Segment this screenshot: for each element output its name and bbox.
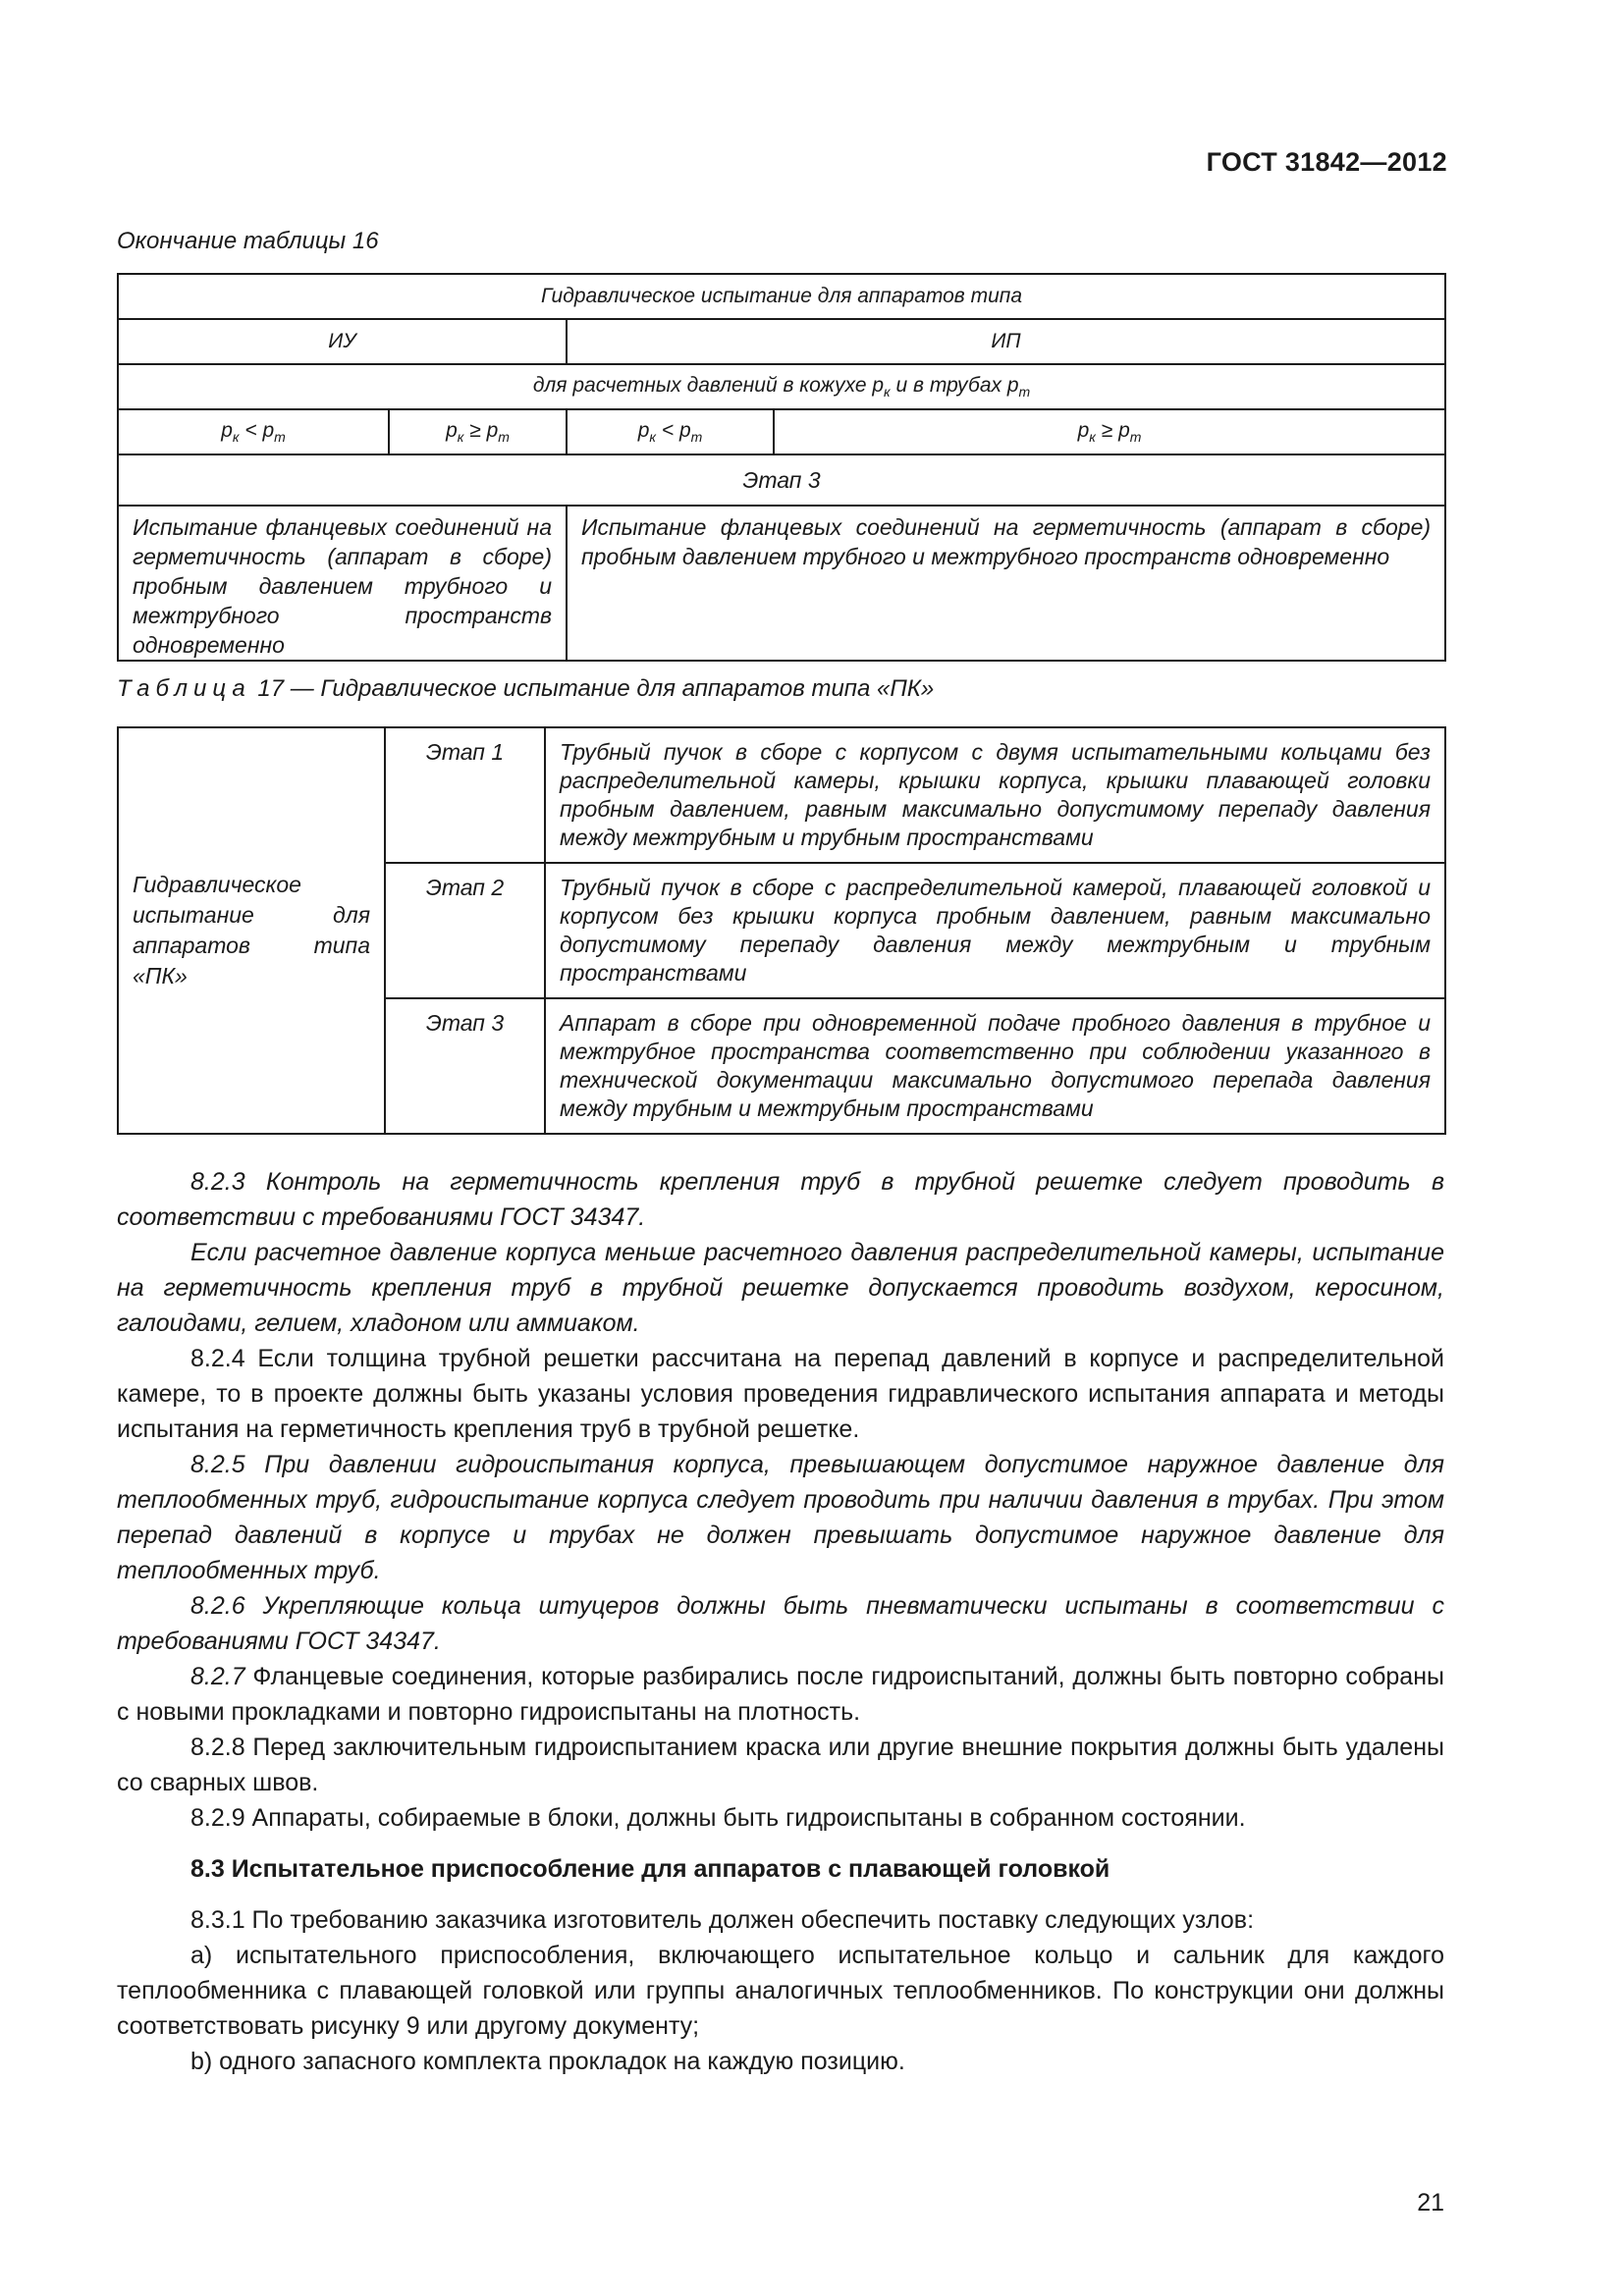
table17-stage: Этап 1 bbox=[385, 727, 545, 863]
list-item-a: a) испытательного приспособления, включающего испытательное кольцо и сальник для каждого теплообменника с плавающей головкой или группы аналогичных теплообменников. По конструкции они должны соответствовать рисунку 9 или другому документу; bbox=[117, 1942, 1444, 2040]
paragraph-8-2-8: 8.2.8 Перед заключительным гидроиспытанием краска или другие внешние покрытия должны быть удалены со сварных швов. bbox=[117, 1734, 1444, 1796]
table16-pressure-row: для расчетных давлений в кожухе $p_к$ и в трубах $p_т$ bbox=[118, 364, 1445, 409]
table17-description: Трубный пучок в сборе с распределительной камерой, плавающей головкой и корпусом без крышки корпуса пробным давлением, равным максимально допустимому перепаду давления между межтрубным и трубным пространствами bbox=[545, 863, 1445, 998]
paragraph-8-3-1: 8.3.1 По требованию заказчика изготовитель должен обеспечить поставку следующих узлов: bbox=[190, 1906, 1255, 1934]
table16-stage: Этап 3 bbox=[118, 454, 1445, 506]
table-17 bbox=[117, 726, 1446, 1135]
table16-caption: Окончание таблицы 16 bbox=[117, 228, 379, 254]
table17-caption: Таблица 17 — Гидравлическое испытание для аппаратов типа «ПК» bbox=[117, 675, 935, 702]
table16-type-iu: ИУ bbox=[118, 319, 567, 364]
table16-type-ip: ИП bbox=[567, 319, 1445, 364]
paragraph-8-2-3: 8.2.3 Контроль на герметичность крепления труб в трубной решетке следует проводить в соответствии с требованиями ГОСТ 34347. bbox=[117, 1168, 1444, 1231]
paragraph-8-2-9: 8.2.9 Аппараты, собираемые в блоки, должны быть гидроиспытаны в собранном состоянии. bbox=[190, 1804, 1246, 1832]
table17-stage: Этап 2 bbox=[385, 863, 545, 998]
table17-description: Аппарат в сборе при одновременной подаче пробного давления в трубное и межтрубное пространства соответственно при соблюдении указанного в технической документации максимально допустимого перепада давления между трубным и межтрубным пространствами bbox=[545, 998, 1445, 1134]
condition-cell: $p_к < p_т$ bbox=[118, 409, 389, 454]
list-item-b: b) одного запасного комплекта прокладок на каждую позицию. bbox=[190, 2048, 905, 2075]
document-id: ГОСТ 31842—2012 bbox=[1206, 147, 1447, 177]
table17-description: Трубный пучок в сборе с корпусом с двумя испытательными кольцами без распределительной камеры, крышки корпуса, крышки плавающей головки пробным давлением, равным максимально допустимому перепаду давления между межтрубным и трубным пространствами bbox=[545, 727, 1445, 863]
paragraph-8-2-6: 8.2.6 Укрепляющие кольца штуцеров должны быть пневматически испытаны в соответствии с требованиями ГОСТ 34347. bbox=[117, 1592, 1444, 1655]
paragraph-8-2-5: 8.2.5 При давлении гидроиспытания корпуса, превышающем допустимое наружное давление для теплообменных труб, гидроиспытание корпуса следует проводить при наличии давления в трубах. При этом перепад давлений в корпусе и трубах не должен превышать допустимое наружное давление для теплообменных труб. bbox=[117, 1451, 1444, 1584]
condition-cell: $p_к \ge p_т$ bbox=[774, 409, 1445, 454]
table16-body-iu: Испытание фланцевых соединений на герметичность (аппарат в сборе) пробным давлением трубного и межтрубного пространств одновременно bbox=[118, 506, 567, 661]
paragraph-8-2-4: 8.2.4 Если толщина трубной решетки рассчитана на перепад давлений в корпусе и распределительной камере, то в проекте должны быть указаны условия проведения гидравлического испытания аппарата и методы испытания на герметичность крепления труб в трубной решетке. bbox=[117, 1345, 1444, 1443]
section-heading-8-3: 8.3 Испытательное приспособление для аппаратов с плавающей головкой bbox=[190, 1855, 1110, 1883]
condition-cell: $p_к < p_т$ bbox=[567, 409, 774, 454]
body-text bbox=[117, 1164, 1444, 2079]
table17-row-header: Гидравлическое испытание для аппаратов типа «ПК» bbox=[118, 727, 385, 1134]
paragraph-8-2-7: 8.2.7 Фланцевые соединения, которые разбирались после гидроиспытаний, должны быть повторно собраны с новыми прокладками и повторно гидроиспытаны на плотность. bbox=[117, 1663, 1444, 1726]
condition-cell: $p_к \ge p_т$ bbox=[389, 409, 567, 454]
table17-stage: Этап 3 bbox=[385, 998, 545, 1134]
paragraph-8-2-3-cont: Если расчетное давление корпуса меньше расчетного давления распределительной камеры, испытание на герметичность крепления труб в трубной решетке допускается проводить воздухом, керосином, галоидами, гелием, хладоном или аммиаком. bbox=[117, 1239, 1444, 1337]
table16-body-ip: Испытание фланцевых соединений на герметичность (аппарат в сборе) пробным давлением трубного и межтрубного пространств одновременно bbox=[567, 506, 1445, 661]
table16-title: Гидравлическое испытание для аппаратов типа bbox=[118, 274, 1445, 319]
table-16 bbox=[117, 273, 1446, 662]
page-number: 21 bbox=[1417, 2189, 1444, 2216]
